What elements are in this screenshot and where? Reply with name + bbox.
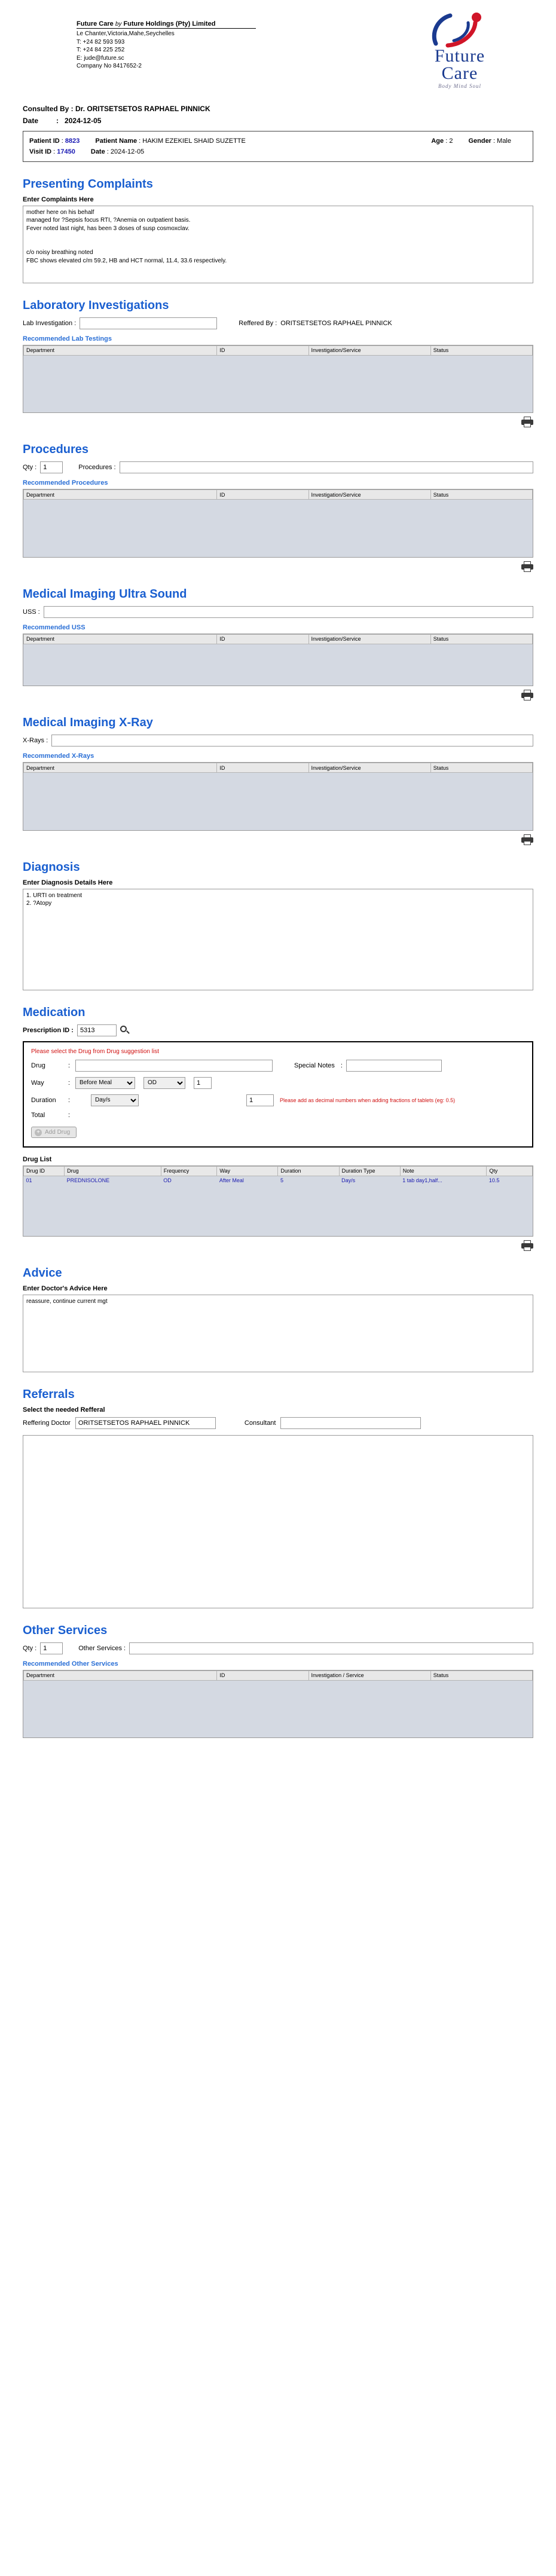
drug-cell-qty: 10.5 — [488, 1177, 500, 1183]
patient-name-sep: : — [139, 137, 141, 145]
procedures-qty-label: Qty : — [23, 464, 37, 472]
visit-id-label: Visit ID — [29, 148, 52, 155]
procedures-col-id: ID — [217, 490, 308, 500]
drug-cell-note: 1 tab day1,half... — [402, 1177, 442, 1183]
drug-col-drug: Drug — [65, 1166, 161, 1176]
brand-logo — [396, 11, 533, 89]
consultant-label: Consultant — [244, 1419, 276, 1427]
logo-text-future: Future — [434, 46, 485, 66]
drug-col-duration-type: Duration Type — [339, 1166, 400, 1176]
uss-grid-body — [24, 644, 533, 686]
procedures-print-row — [23, 561, 533, 572]
procedures-label: Procedures : — [78, 464, 116, 472]
procedures-col-service: Investigation/Service — [308, 490, 430, 500]
printer-icon[interactable] — [521, 417, 533, 427]
advice-textarea[interactable] — [23, 1295, 533, 1372]
xray-col-department: Department — [24, 763, 217, 773]
logo-mark-icon — [424, 11, 496, 48]
visit-date-value: 2024-12-05 — [110, 148, 145, 155]
drug-cell-duration: 5 — [280, 1177, 283, 1183]
lab-col-department: Department — [24, 345, 217, 355]
xray-input-row — [23, 735, 533, 747]
xray-col-service: Investigation/Service — [308, 763, 430, 773]
lab-results-grid[interactable] — [23, 345, 533, 414]
recommended-uss-link[interactable]: Recommended USS — [23, 623, 85, 631]
procedures-col-department: Department — [24, 490, 217, 500]
lab-col-id: ID — [217, 345, 308, 355]
uss-grid-header-row — [24, 634, 533, 644]
add-drug-button[interactable] — [31, 1127, 77, 1138]
medication-duration-sep: : — [68, 1096, 71, 1104]
other-services-label: Other Services : — [78, 1644, 126, 1652]
logo-text-care: Care — [441, 63, 478, 83]
medication-drug-row — [31, 1060, 525, 1072]
other-services-input[interactable] — [129, 1642, 533, 1654]
uss-input[interactable] — [44, 606, 533, 618]
visit-date-sep: : — [106, 148, 109, 155]
other-services-grid-body — [24, 1680, 533, 1737]
diagnosis-textarea[interactable] — [23, 889, 533, 990]
procedures-col-status: Status — [430, 490, 532, 500]
company-name — [77, 20, 256, 29]
other-services-grid[interactable] — [23, 1670, 533, 1739]
consultation-date-sep: : — [56, 116, 59, 125]
section-title-procedures: Procedures — [23, 443, 89, 457]
drug-list-body-filler — [24, 1185, 533, 1236]
patient-id-sep: : — [61, 137, 63, 145]
other-services-col-status: Status — [430, 1671, 532, 1680]
consultant-input[interactable] — [280, 1417, 421, 1429]
other-services-input-row — [23, 1642, 533, 1654]
drug-col-duration: Duration — [278, 1166, 339, 1176]
lab-investigation-input[interactable] — [80, 317, 217, 329]
company-tel-2: T: +24 84 225 252 — [77, 47, 125, 53]
procedures-grid-body — [24, 500, 533, 557]
reffering-doctor-input[interactable] — [75, 1417, 216, 1429]
procedures-input[interactable] — [120, 461, 533, 473]
logo-tagline: Body Mind Soul — [438, 83, 481, 89]
patient-age-value: 2 — [449, 137, 453, 145]
medication-special-notes-sep: : — [340, 1061, 343, 1069]
company-tel-1: T: +24 82 593 593 — [77, 38, 125, 45]
patient-name-value: HAKIM EZEKIEL SHAID SUZETTE — [142, 137, 246, 145]
consultation-date-value: 2024-12-05 — [65, 116, 102, 125]
consultation-date-row — [23, 117, 533, 125]
xray-col-id: ID — [217, 763, 308, 773]
lab-reffered-by-value: ORITSETSETOS RAPHAEL PINNICK — [280, 319, 392, 327]
lab-col-service: Investigation/Service — [308, 345, 430, 355]
medication-way-select[interactable] — [75, 1077, 135, 1089]
xray-label: X-Rays : — [23, 737, 48, 745]
patient-age-label: Age — [431, 137, 444, 145]
drug-cell-way: After Meal — [219, 1177, 244, 1183]
prescription-id-row — [23, 1024, 533, 1036]
uss-print-row — [23, 690, 533, 700]
drug-col-note: Note — [400, 1166, 487, 1176]
reffering-doctor-label: Reffering Doctor — [23, 1419, 71, 1427]
consulted-by-row — [23, 105, 533, 113]
drug-list-header-row — [24, 1166, 533, 1176]
medication-duration-number-input[interactable] — [246, 1094, 274, 1106]
patient-info-line-1 — [29, 136, 527, 146]
company-contact-details — [77, 30, 256, 71]
section-title-ultrasound: Medical Imaging Ultra Sound — [23, 587, 187, 601]
table-row[interactable] — [24, 1176, 533, 1185]
visit-id-value: 17450 — [57, 148, 75, 155]
medication-special-notes-input[interactable] — [346, 1060, 442, 1072]
logo-wordmark — [396, 48, 524, 89]
uss-grid[interactable] — [23, 634, 533, 687]
consulted-by-doctor: ORITSETSETOS RAPHAEL PINNICK — [87, 104, 210, 113]
drug-col-way: Way — [217, 1166, 278, 1176]
company-number: Company No 8417652-2 — [77, 63, 142, 69]
medication-duration-note: Please add as decimal numbers when adding fractions of tablets (eg: 0.5) — [280, 1097, 456, 1103]
other-services-col-department: Department — [24, 1671, 217, 1680]
uss-label: USS : — [23, 608, 40, 616]
patient-gender-value: Male — [497, 137, 511, 145]
procedures-grid-header-row — [24, 490, 533, 500]
drug-cell-frequency: OD — [163, 1177, 172, 1183]
other-services-col-service: Investigation / Service — [308, 1671, 430, 1680]
header-company-block — [23, 11, 256, 71]
lab-grid-header-row — [24, 345, 533, 355]
medication-total-sep: : — [68, 1111, 71, 1119]
xray-grid-header-row — [24, 763, 533, 773]
section-title-xray: Medical Imaging X-Ray — [23, 716, 153, 730]
drug-col-id: Drug ID — [24, 1166, 65, 1176]
drug-col-qty: Qty — [487, 1166, 533, 1176]
procedures-qty-input[interactable] — [40, 461, 63, 473]
section-title-laboratory: Laboratory Investigations — [23, 298, 169, 312]
xray-grid-body — [24, 773, 533, 830]
medication-way-sep: : — [68, 1079, 71, 1087]
procedures-grid[interactable] — [23, 489, 533, 558]
xray-print-row — [23, 834, 533, 845]
referrals-doctor-row — [23, 1417, 533, 1429]
uss-input-row — [23, 606, 533, 618]
section-title-referrals: Referrals — [23, 1387, 75, 1401]
xray-input[interactable] — [51, 735, 533, 747]
patient-id-value: 8823 — [65, 137, 80, 145]
medication-duration-label: Duration — [31, 1096, 56, 1104]
lab-investigation-label: Lab Investigation : — [23, 319, 77, 327]
plus-icon: + — [35, 1129, 42, 1136]
printer-icon[interactable] — [521, 690, 533, 700]
medication-frequency-qty-input[interactable] — [194, 1077, 212, 1089]
uss-col-service: Investigation/Service — [308, 634, 430, 644]
other-services-grid-header-row — [24, 1671, 533, 1680]
medication-total-label: Total — [31, 1111, 45, 1119]
complaints-textarea[interactable] — [23, 206, 533, 283]
search-icon[interactable] — [120, 1026, 130, 1035]
visit-id-sep: : — [53, 148, 56, 155]
medication-entry-panel — [23, 1041, 533, 1148]
xray-grid[interactable] — [23, 762, 533, 831]
company-email: E: jude@future.sc — [77, 54, 124, 62]
diagnosis-sub-label: Enter Diagnosis Details Here — [23, 879, 113, 886]
patient-info-line-2 — [29, 146, 527, 157]
recommended-procedures-link[interactable]: Recommended Procedures — [23, 479, 108, 487]
printer-icon[interactable] — [521, 561, 533, 572]
patient-age-sep: : — [445, 137, 448, 145]
lab-grid-body — [24, 355, 533, 412]
medication-drug-input[interactable] — [75, 1060, 273, 1072]
uss-col-department: Department — [24, 634, 217, 644]
medication-total-row — [31, 1112, 525, 1119]
medication-frequency-select[interactable] — [143, 1077, 185, 1089]
medication-print-row — [23, 1240, 533, 1251]
medication-warning-text: Please select the Drug from Drug suggestion list — [31, 1048, 159, 1055]
consulted-by-label: Consulted By : — [23, 104, 74, 113]
consulted-by-prefix: Dr. — [75, 104, 85, 113]
patient-gender-sep: : — [493, 137, 496, 145]
patient-id-label: Patient ID — [29, 137, 60, 145]
drug-cell-id: 01 — [26, 1177, 32, 1183]
uss-col-id: ID — [217, 634, 308, 644]
referral-details-area[interactable] — [23, 1435, 533, 1608]
recommended-lab-testings-link[interactable]: Recommended Lab Testings — [23, 335, 112, 342]
drug-cell-drug: PREDNISOLONE — [66, 1177, 110, 1183]
section-title-complaints: Presenting Complaints — [23, 177, 153, 191]
company-name-rest: Future Holdings (Pty) Limited — [123, 20, 216, 27]
visit-date-label: Date — [90, 148, 105, 155]
drug-list-label: Drug List — [23, 1155, 52, 1163]
lab-print-row — [23, 417, 533, 427]
other-services-qty-input[interactable] — [40, 1642, 63, 1654]
other-services-col-id: ID — [217, 1671, 308, 1680]
section-title-diagnosis: Diagnosis — [23, 860, 80, 874]
lab-investigation-row — [23, 317, 533, 329]
patient-gender-label: Gender — [468, 137, 491, 145]
prescription-id-input[interactable] — [77, 1024, 117, 1036]
company-name-main: Future Care — [77, 20, 114, 27]
complaints-sub-label: Enter Complaints Here — [23, 195, 94, 203]
lab-reffered-by-label: Reffered By : — [239, 319, 277, 327]
uss-col-status: Status — [430, 634, 532, 644]
drug-col-frequency: Frequency — [161, 1166, 217, 1176]
medication-special-notes-label: Special Notes — [294, 1061, 335, 1069]
medication-way-row — [31, 1077, 525, 1089]
company-address: Le Chanter,Victoria,Mahe,Seychelles — [77, 30, 175, 37]
section-title-medication: Medication — [23, 1005, 85, 1019]
patient-name-label: Patient Name — [95, 137, 138, 145]
patient-info-box — [23, 131, 533, 162]
add-drug-button-label: Add Drug — [45, 1128, 71, 1136]
recommended-xrays-link[interactable]: Recommended X-Rays — [23, 752, 94, 760]
other-services-qty-label: Qty : — [23, 1644, 37, 1652]
medication-drug-sep: : — [68, 1061, 71, 1069]
medication-way-label: Way — [31, 1079, 44, 1087]
page-header — [23, 0, 533, 95]
lab-col-status: Status — [430, 345, 532, 355]
prescription-id-label: Prescription ID : — [23, 1026, 74, 1034]
recommended-other-services-link[interactable]: Recommended Other Services — [23, 1660, 118, 1668]
consultation-date-label: Date — [23, 116, 39, 125]
xray-col-status: Status — [430, 763, 532, 773]
company-name-by: by — [115, 21, 122, 27]
drug-list-grid[interactable] — [23, 1165, 533, 1237]
referrals-sub-label: Select the needed Refferal — [23, 1406, 105, 1414]
printer-icon[interactable] — [521, 834, 533, 845]
medication-duration-row — [31, 1094, 525, 1106]
advice-sub-label: Enter Doctor's Advice Here — [23, 1284, 108, 1292]
printer-icon[interactable] — [521, 1240, 533, 1251]
section-title-advice: Advice — [23, 1266, 62, 1280]
medication-drug-label: Drug — [31, 1061, 45, 1069]
section-title-other-services: Other Services — [23, 1623, 108, 1637]
drug-cell-duration-type: Day/s — [341, 1177, 356, 1183]
procedures-input-row — [23, 461, 533, 473]
medication-duration-type-select[interactable] — [91, 1094, 139, 1106]
